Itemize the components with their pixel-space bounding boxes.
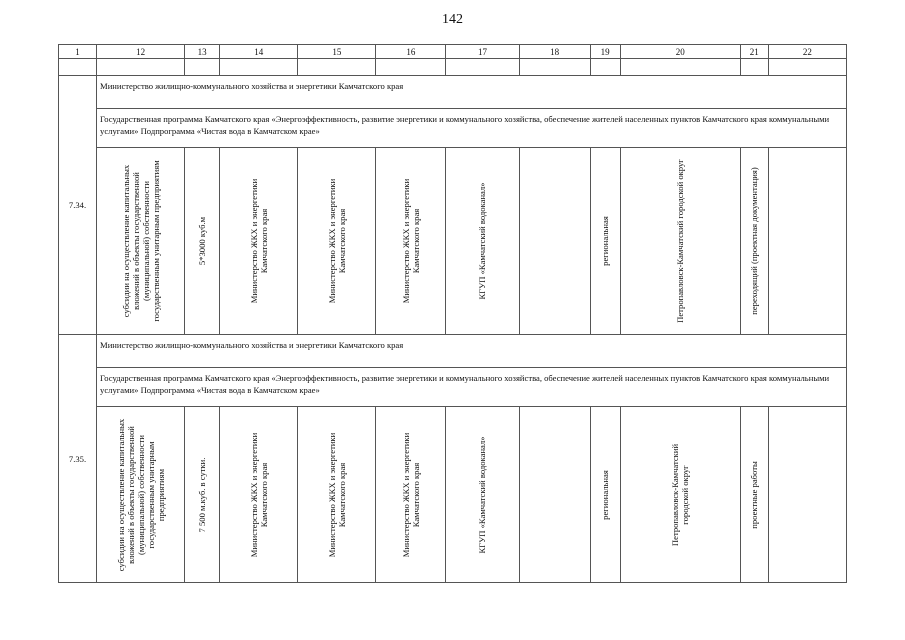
empty-cell <box>298 59 376 76</box>
cell-col-18 <box>519 148 590 335</box>
cell-col-20: Петропавловск-Камчатский городской округ <box>620 407 740 583</box>
column-header-row <box>59 45 847 59</box>
cell-col-12: субсидии на осуществление капитальных вложений в объекты государственной (муниципальной) собственности государственным унитарным предприятиям <box>97 407 185 583</box>
ministry-cell: Министерство жилищно-коммунального хозяйства и энергетики Камчатского края <box>97 76 847 109</box>
empty-cell <box>446 59 519 76</box>
empty-cell <box>59 59 97 76</box>
empty-cell <box>185 59 220 76</box>
empty-cell <box>519 59 590 76</box>
cell-col-16: Министерство ЖКХ и энергетики Камчатского края <box>376 407 446 583</box>
empty-cell <box>97 59 185 76</box>
cell-col-22 <box>768 407 846 583</box>
table-row <box>59 109 847 148</box>
column-header: 22 <box>768 45 846 59</box>
column-header: 15 <box>298 45 376 59</box>
row-number: 7.34. <box>59 76 97 335</box>
column-header: 16 <box>376 45 446 59</box>
row-number: 7.35. <box>59 335 97 583</box>
table-row <box>59 407 847 583</box>
empty-cell <box>590 59 620 76</box>
page-number: 142 <box>442 12 463 27</box>
column-header: 17 <box>446 45 519 59</box>
cell-col-14: Министерство ЖКХ и энергетики Камчатского края <box>220 148 298 335</box>
cell-col-20: Петропавловск-Камчатский городской округ <box>620 148 740 335</box>
program-cell: Государственная программа Камчатского края «Энергоэффективность, развитие энергетики и коммунального хозяйства, обеспечение жителей населенных пунктов Камчатского края коммунальными услугами» Подпрограмма «Чистая вода в Камчатском крае» <box>97 368 847 407</box>
table-row <box>59 76 847 109</box>
ministry-cell: Министерство жилищно-коммунального хозяйства и энергетики Камчатского края <box>97 335 847 368</box>
column-header: 19 <box>590 45 620 59</box>
cell-col-17: КГУП «Камчатский водоканал» <box>446 407 519 583</box>
spacer-row <box>59 59 847 76</box>
cell-col-13: 7 500 м.куб. в сутки. <box>185 407 220 583</box>
cell-col-18 <box>519 407 590 583</box>
column-header: 18 <box>519 45 590 59</box>
cell-col-14: Министерство ЖКХ и энергетики Камчатского края <box>220 407 298 583</box>
cell-col-15: Министерство ЖКХ и энергетики Камчатского края <box>298 407 376 583</box>
empty-cell <box>620 59 740 76</box>
cell-col-16: Министерство ЖКХ и энергетики Камчатского края <box>376 148 446 335</box>
cell-col-17: КГУП «Камчатский водоканал» <box>446 148 519 335</box>
empty-cell <box>220 59 298 76</box>
column-header: 20 <box>620 45 740 59</box>
table-row <box>59 368 847 407</box>
cell-col-13: 5*3000 куб.м <box>185 148 220 335</box>
column-header: 21 <box>740 45 768 59</box>
column-header: 12 <box>97 45 185 59</box>
empty-cell <box>376 59 446 76</box>
empty-cell <box>740 59 768 76</box>
cell-col-22 <box>768 148 846 335</box>
column-header: 1 <box>59 45 97 59</box>
cell-col-21: проектные работы <box>740 407 768 583</box>
table-row <box>59 335 847 368</box>
cell-col-19: региональная <box>590 407 620 583</box>
cell-col-12: субсидии на осуществление капитальных вложений в объекты государственной (муниципальной) собственности государственным унитарным предприятиям <box>97 148 185 335</box>
cell-col-21: переходящий (проектная документация) <box>740 148 768 335</box>
data-table <box>58 44 847 583</box>
column-header: 14 <box>220 45 298 59</box>
cell-col-15: Министерство ЖКХ и энергетики Камчатского края <box>298 148 376 335</box>
column-header: 13 <box>185 45 220 59</box>
table-row <box>59 148 847 335</box>
cell-col-19: региональная <box>590 148 620 335</box>
empty-cell <box>768 59 846 76</box>
program-cell: Государственная программа Камчатского края «Энергоэффективность, развитие энергетики и коммунального хозяйства, обеспечение жителей населенных пунктов Камчатского края коммунальными услугами» Подпрограмма «Чистая вода в Камчатском крае» <box>97 109 847 148</box>
